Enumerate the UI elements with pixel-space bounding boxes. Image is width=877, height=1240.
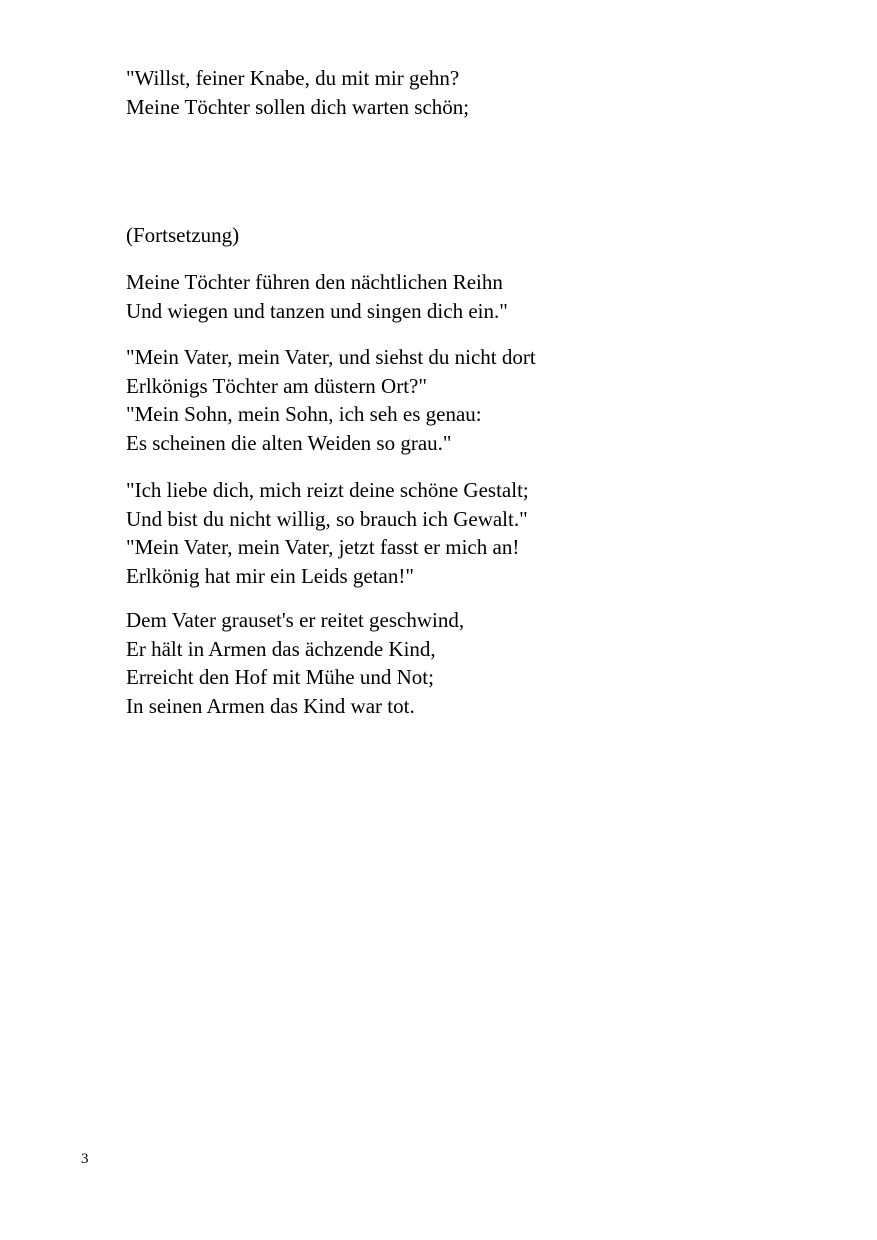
poem-line: "Mein Vater, mein Vater, und siehst du nicht dort	[126, 345, 536, 369]
poem-line: "Ich liebe dich, mich reizt deine schöne Gestalt;	[126, 478, 529, 502]
poem-line: Erlkönig hat mir ein Leids getan!"	[126, 563, 414, 588]
top-stanza	[126, 64, 469, 121]
poem-line: Meine Töchter sollen dich warten schön;	[126, 94, 470, 119]
stanza-4	[126, 606, 464, 720]
poem-line: Es scheinen die alten Weiden so grau."	[126, 430, 452, 455]
stanza-2	[126, 343, 536, 457]
poem-line: Meine Töchter führen den nächtlichen Reihn	[126, 270, 503, 294]
poem-line: In seinen Armen das Kind war tot.	[126, 693, 415, 718]
poem-line: Und wiegen und tanzen und singen dich ein."	[126, 298, 508, 323]
stanza-3	[126, 476, 529, 590]
continuation-note	[126, 221, 239, 250]
poem-line: Er hält in Armen das ächzende Kind,	[126, 636, 436, 661]
poem-line: Dem Vater grauset's er reitet geschwind,	[126, 608, 465, 632]
poem-line: Erlkönigs Töchter am düstern Ort?"	[126, 373, 427, 398]
page-number: 3	[81, 1151, 89, 1167]
poem-line: Erreicht den Hof mit Mühe und Not;	[126, 665, 434, 689]
poem-line: "Mein Sohn, mein Sohn, ich seh es genau:	[126, 402, 482, 426]
poem-line: "Willst, feiner Knabe, du mit mir gehn?	[126, 66, 460, 90]
poem-line: "Mein Vater, mein Vater, jetzt fasst er mich an!	[126, 535, 520, 559]
continuation-label: (Fortsetzung)	[126, 223, 240, 247]
poem-line: Und bist du nicht willig, so brauch ich Gewalt."	[126, 506, 528, 531]
stanza-1	[126, 268, 508, 325]
